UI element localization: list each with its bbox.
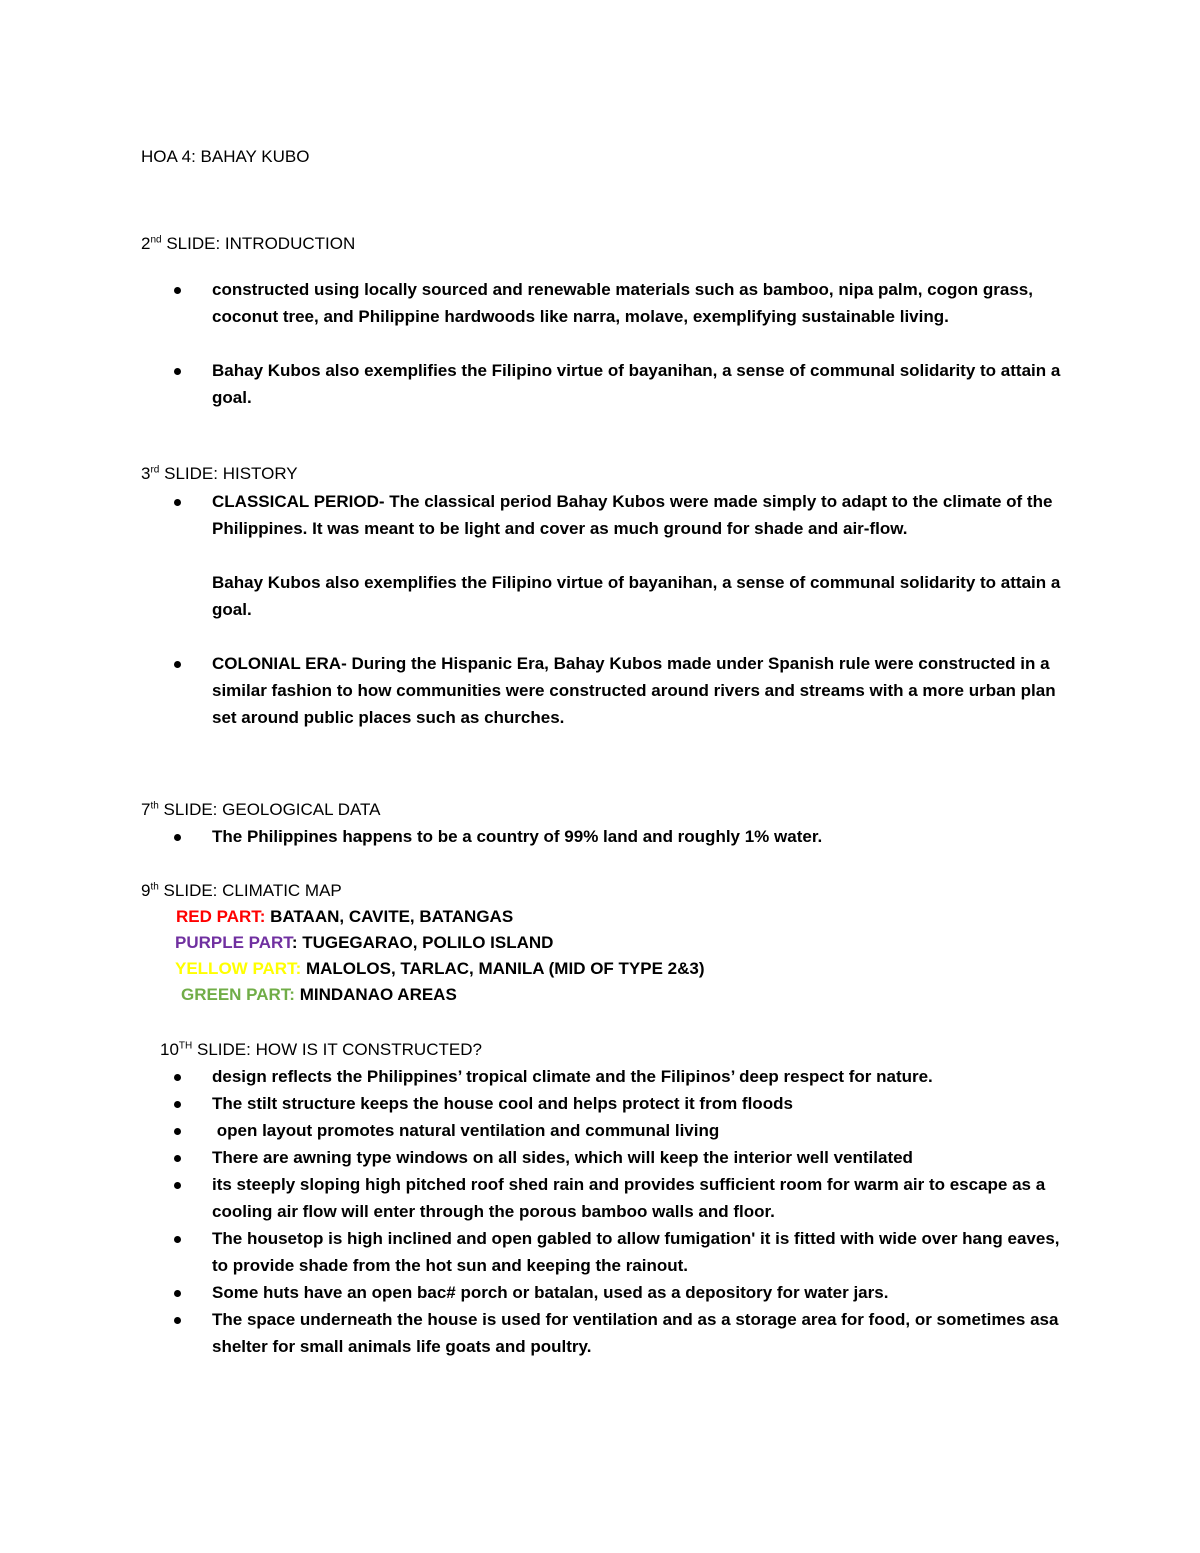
document-title: HOA 4: BAHAY KUBO [141,147,310,166]
bullet-icon [174,499,181,506]
slide-number: 2 [141,234,151,253]
section-introduction [141,230,1061,411]
bullet-icon [174,1101,181,1108]
list-item: design reflects the Philippines’ tropical climate and the Filipinos’ deep respect for nature. [141,1063,1061,1090]
bullet-icon [174,1182,181,1189]
list-item: The stilt structure keeps the house cool and helps protect it from floods [141,1090,1061,1117]
ordinal-suffix: th [150,881,159,893]
slide-number: 10 [160,1040,179,1059]
heading-text: SLIDE: CLIMATIC MAP [163,881,342,900]
list-item: There are awning type windows on all sides, which will keep the interior well ventilated [141,1144,1061,1171]
list-item: open layout promotes natural ventilation and communal living [141,1117,1061,1144]
heading-text: SLIDE: GEOLOGICAL DATA [163,800,381,819]
section-heading [141,460,1061,487]
section-heading [141,230,1061,257]
ordinal-suffix: th [150,800,159,812]
climate-label: GREEN PART: [181,985,295,1004]
heading-text: SLIDE: HISTORY [164,464,298,483]
list-item: Some huts have an open bac# porch or batalan, used as a depository for water jars. [141,1279,1061,1306]
list-item: CLASSICAL PERIOD- The classical period Bahay Kubos were made simply to adapt to the climate of the Philippines. It was meant to be light and cover as much ground for shade and air-flow. [141,488,1061,542]
history-sub-paragraph: Bahay Kubos also exemplifies the Filipino virtue of bayanihan, a sense of communal solidarity to attain a goal. [212,573,1061,619]
bullet-icon [174,287,181,294]
climate-label: PURPLE PART [175,933,292,952]
bullet-icon [174,1128,181,1135]
ordinal-suffix: rd [150,464,160,476]
bullet-icon [174,1317,181,1324]
bullet-icon [174,1290,181,1297]
list-item: COLONIAL ERA- During the Hispanic Era, Bahay Kubos made under Spanish rule were constructed in a similar fashion to how communities were constructed around rivers and streams with a more urban plan set around public places such as churches. [141,650,1061,731]
section-heading [141,1036,1061,1063]
bullet-icon [174,368,181,375]
climate-row-yellow: YELLOW PART: MALOLOS, TARLAC, MANILA (MID OF TYPE 2&3) [175,959,705,978]
bullet-icon [174,834,181,841]
section-heading [141,877,1061,904]
ordinal-suffix: TH [178,1040,193,1052]
list-item: constructed using locally sourced and renewable materials such as bamboo, nipa palm, cogon grass, coconut tree, and Philippine hardwoods like narra, molave, exemplifying sustainable living. [141,276,1061,330]
climate-row-green: GREEN PART: MINDANAO AREAS [181,985,457,1004]
list-item: Bahay Kubos also exemplifies the Filipino virtue of bayanihan, a sense of communal solidarity to attain a goal. [141,357,1061,411]
list-item: its steeply sloping high pitched roof shed rain and provides sufficient room for warm air to escape as a cooling air flow will enter through the porous bamboo walls and floor. [141,1171,1061,1225]
climate-label: YELLOW PART: [175,959,302,978]
bullet-icon [174,1155,181,1162]
ordinal-suffix: nd [150,234,162,246]
bullet-icon [174,1236,181,1243]
section-geological-data [141,796,1061,850]
section-heading [141,796,1061,823]
heading-text: SLIDE: HOW IS IT CONSTRUCTED? [197,1040,482,1059]
slide-number: 7 [141,800,151,819]
bullet-icon [174,661,181,668]
slide-number: 3 [141,464,151,483]
section-history [141,460,1061,731]
section-construction [141,1036,1061,1360]
section-climatic-map [141,877,1061,1008]
heading-text: SLIDE: INTRODUCTION [166,234,356,253]
climate-label: RED PART: [176,907,266,926]
list-item: The Philippines happens to be a country of 99% land and roughly 1% water. [141,823,1061,850]
bullet-icon [174,1074,181,1081]
list-item: The housetop is high inclined and open gabled to allow fumigation' it is fitted with wide over hang eaves, to provide shade from the hot sun and keeping the rainout. [141,1225,1061,1279]
list-item: The space underneath the house is used for ventilation and as a storage area for food, or sometimes asa shelter for small animals life goats and poultry. [141,1306,1061,1360]
climate-row-purple: PURPLE PART: TUGEGARAO, POLILO ISLAND [175,933,554,952]
climate-row-red: RED PART: BATAAN, CAVITE, BATANGAS [176,907,514,926]
slide-number: 9 [141,881,151,900]
